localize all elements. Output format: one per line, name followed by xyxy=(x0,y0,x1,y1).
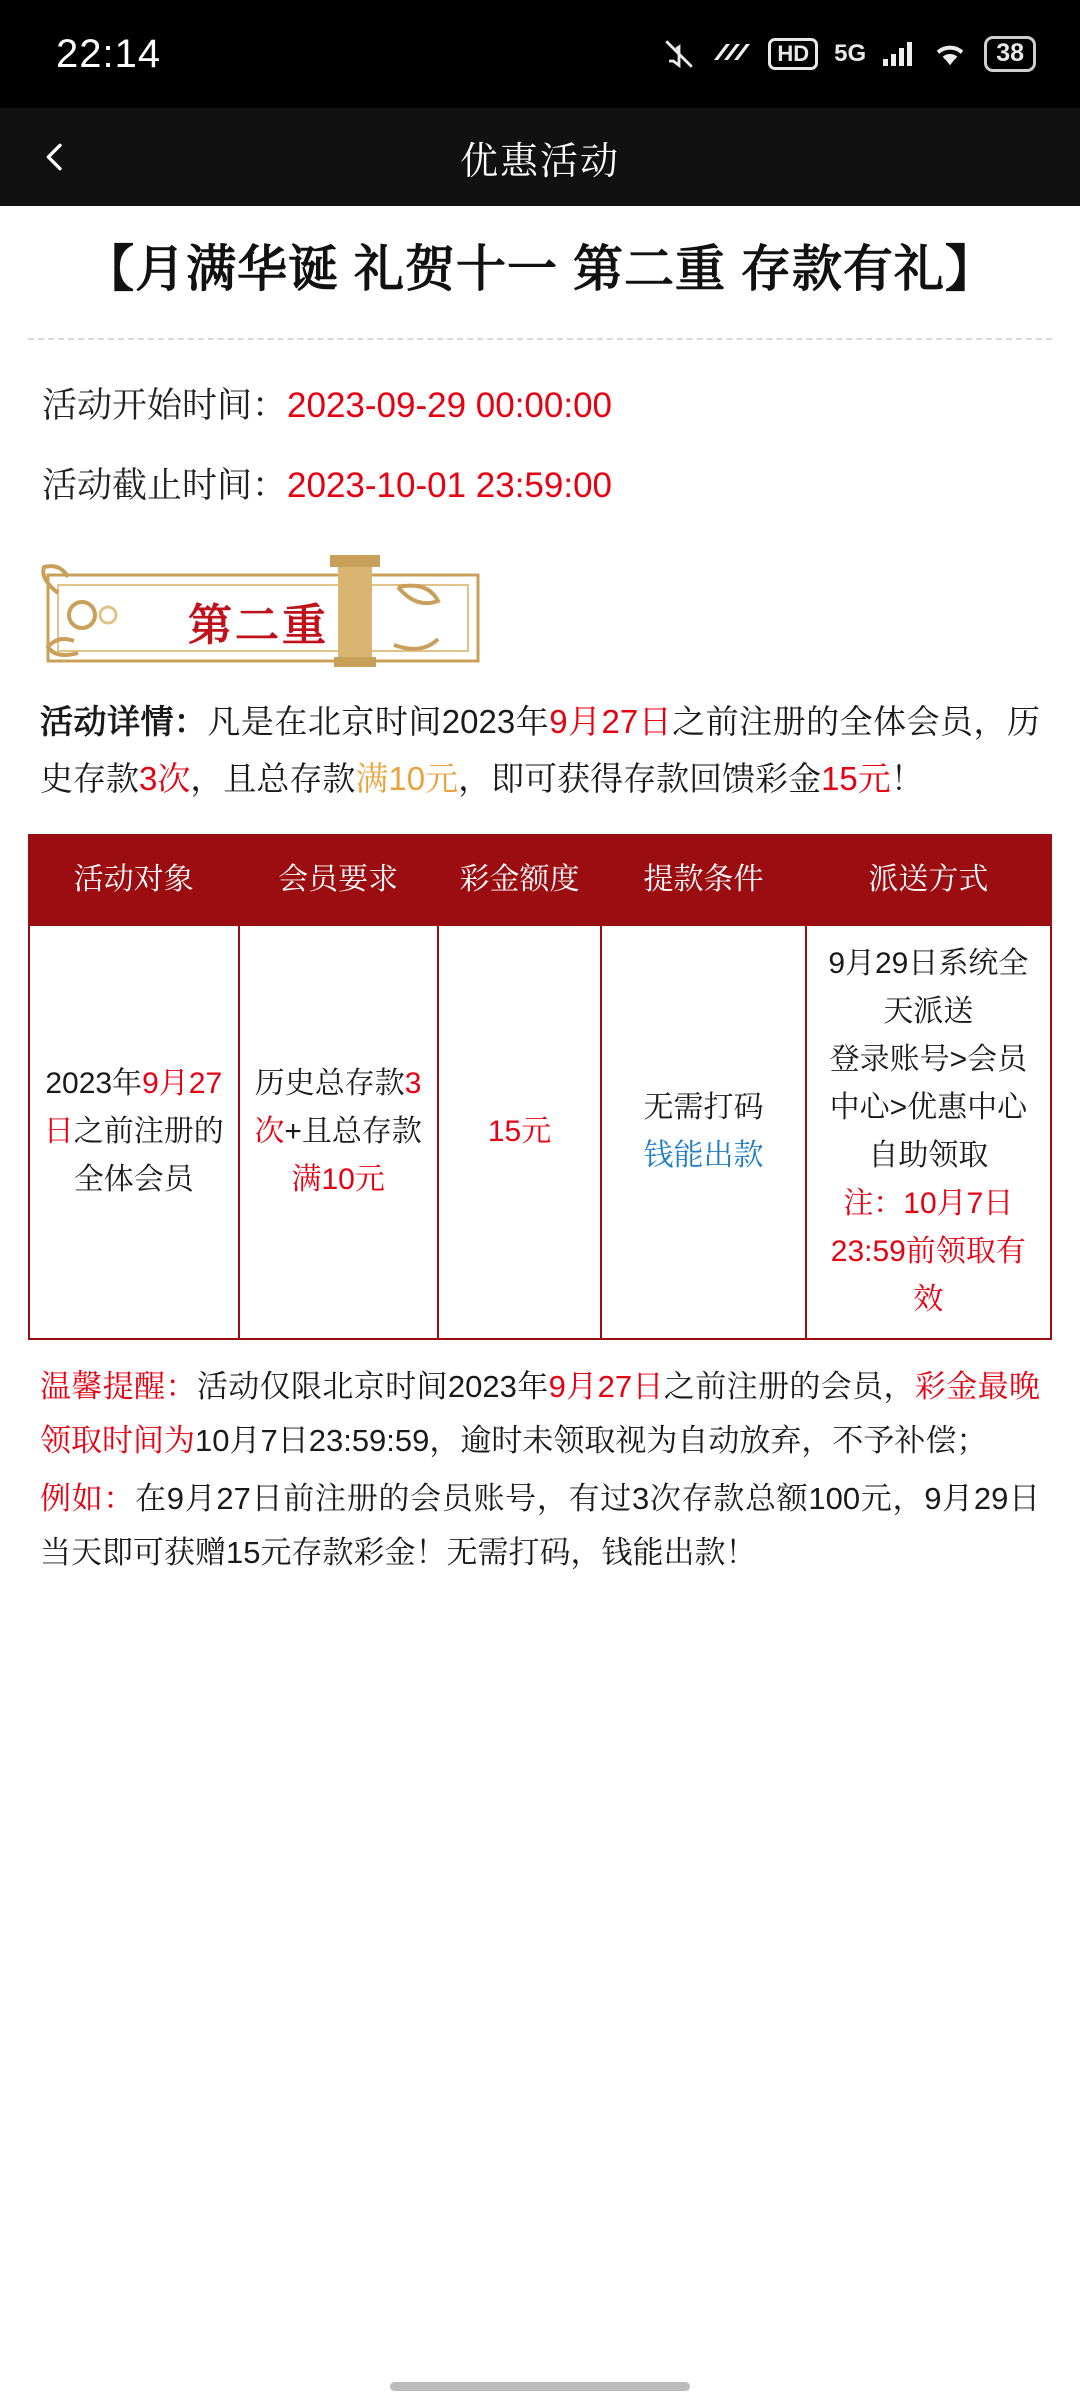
start-time-label: 活动开始时间： xyxy=(42,385,288,425)
note-highlight: 彩金最晚领取时间为 xyxy=(40,1368,1041,1458)
end-time-row xyxy=(28,446,1052,527)
system-nav-bar xyxy=(0,2372,1080,2400)
start-time-value: 2023-09-29 00:00:00 xyxy=(287,385,613,425)
detail-text-3: ，且总存款 xyxy=(190,760,356,798)
status-time: 22:14 xyxy=(56,31,162,76)
cell-highlight: 3次 xyxy=(254,1066,422,1148)
detail-text-1: 凡是在北京时间2023年 xyxy=(207,702,550,740)
note-reminder-label: 温馨提醒： xyxy=(40,1368,197,1404)
detail-text-2: 之前注册的全体会员，历史存款 xyxy=(40,702,1041,798)
start-time-row xyxy=(28,366,1052,447)
table-row xyxy=(29,925,1051,1339)
cell-link-text: 钱能出款 xyxy=(643,1138,764,1172)
home-indicator[interactable] xyxy=(390,2382,690,2391)
wifi-icon xyxy=(932,40,968,68)
signal-bars-icon xyxy=(712,40,752,68)
table-cell-withdraw xyxy=(601,925,805,1339)
table-header-cell: 活动对象 xyxy=(29,835,239,925)
table-cell-requirement xyxy=(239,925,438,1339)
signal-strength-icon xyxy=(882,40,916,68)
detail-highlight-2: 3次 xyxy=(139,760,191,798)
promo-table xyxy=(28,834,1052,1340)
cell-text: 历史总存款 xyxy=(254,1066,405,1100)
cell-highlight: 满10元 xyxy=(291,1162,385,1196)
note-text: 10月7日23:59:59，逾时未领取视为自动放弃，不予补偿； xyxy=(195,1422,988,1458)
cell-text: 2023年 xyxy=(45,1066,143,1100)
cell-highlight: 9月27日 xyxy=(43,1066,223,1148)
content-area xyxy=(0,206,1080,2372)
table-header-row xyxy=(29,835,1051,925)
table-cell-target xyxy=(29,925,239,1339)
detail-highlight-4: 15元 xyxy=(821,760,891,798)
mute-icon xyxy=(662,37,696,71)
end-time-label: 活动截止时间： xyxy=(42,466,288,505)
cell-text: +且总存款 xyxy=(284,1114,422,1148)
table-cell-bonus xyxy=(438,925,602,1339)
table-header-cell: 会员要求 xyxy=(239,835,438,925)
cell-text: 之前注册的全体会员 xyxy=(73,1114,224,1196)
title-bar xyxy=(0,108,1080,206)
table-header-cell: 彩金额度 xyxy=(438,835,602,925)
status-icons xyxy=(662,36,1036,72)
cell-note: 注：10月7日23:59前领取有效 xyxy=(830,1186,1026,1316)
page-title: 【月满华诞 礼贺十一 第二重 存款有礼】 xyxy=(84,241,996,297)
back-button[interactable] xyxy=(0,108,110,206)
note-text: 活动仅限北京时间2023年 xyxy=(196,1368,549,1404)
cell-text: 登录账号>会员中心>优惠中心 xyxy=(829,1042,1028,1124)
activity-detail xyxy=(28,687,1052,827)
note-reminder xyxy=(40,1360,1040,1469)
table-header-cell: 提款条件 xyxy=(601,835,805,925)
activity-detail-label: 活动详情： xyxy=(40,702,208,740)
cell-highlight: 15元 xyxy=(487,1114,552,1148)
banner-image xyxy=(38,553,508,683)
cell-text: 自助领取 xyxy=(868,1138,989,1172)
page-title-bar-text: 优惠活动 xyxy=(459,140,620,183)
hd-icon: HD xyxy=(768,38,818,70)
promo-table-body xyxy=(29,925,1051,1339)
chevron-left-icon xyxy=(35,135,75,179)
detail-highlight-3: 满10元 xyxy=(355,760,459,798)
table-cell-delivery xyxy=(806,925,1051,1339)
cell-text: 9月29日系统全天派送 xyxy=(828,946,1029,1028)
note-example-label: 例如： xyxy=(40,1481,136,1516)
5g-icon: 5G xyxy=(834,40,867,67)
table-header-cell: 派送方式 xyxy=(806,835,1051,925)
note-example xyxy=(40,1472,1040,1581)
cell-text: 无需打码 xyxy=(643,1090,764,1124)
detail-text-5: ！ xyxy=(890,760,924,798)
note-text: 之前注册的会员， xyxy=(663,1368,915,1404)
banner-text: 第二重 xyxy=(188,600,329,650)
divider xyxy=(28,338,1052,340)
note-highlight: 9月27日 xyxy=(548,1368,664,1404)
detail-text-4: ，即可获得存款回馈彩金 xyxy=(458,760,822,798)
battery-level-badge: 38 xyxy=(984,36,1036,72)
promo-table-header xyxy=(29,835,1051,925)
note-text: 在9月27日前注册的会员账号，有过3次存款总额100元，9月29日当天即可获赠15元存款彩金！无需打码，钱能出款！ xyxy=(40,1481,1041,1571)
status-bar xyxy=(0,0,1080,108)
notes-section xyxy=(28,1346,1052,1581)
detail-highlight-1: 9月27日 xyxy=(549,702,673,740)
end-time-value: 2023-10-01 23:59:00 xyxy=(287,466,613,505)
